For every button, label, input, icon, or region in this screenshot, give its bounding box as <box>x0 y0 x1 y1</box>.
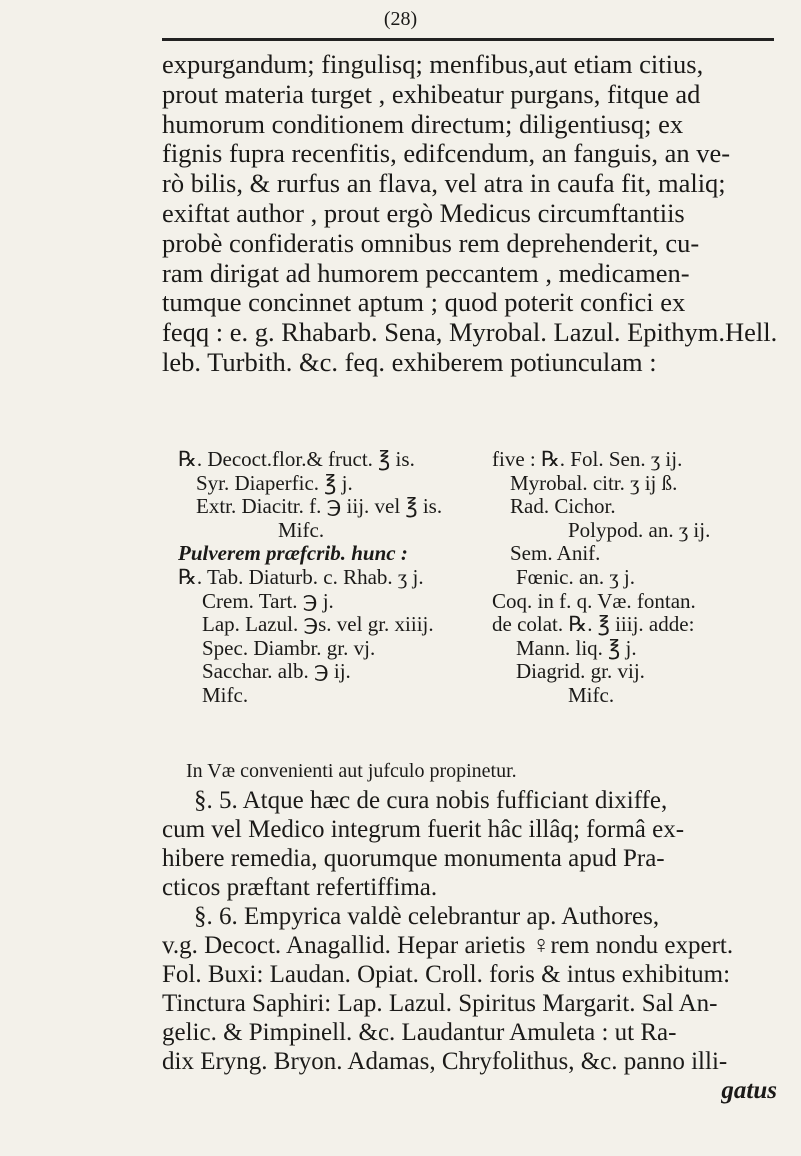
text-line: probè confideratis omnibus rem deprehenderit, cu- <box>162 228 700 258</box>
recipe-line: Polypod. an. ʒ ij. <box>568 518 711 542</box>
text-line: §. 5. Atque hæc de cura nobis fufficiant dixiffe, <box>194 787 668 814</box>
text-line: cticos præftant refertiffima. <box>162 874 438 901</box>
text-line: cum vel Medico integrum fuerit hâc illâq; formâ ex- <box>162 816 685 843</box>
recipe-line: Lap. Lazul. ℈s. vel gr. xiiij. <box>202 613 434 637</box>
recipe-line: ℞. Decoct.flor.& fruct. ℥ is. <box>178 448 415 471</box>
recipe-line: Myrobal. citr. ʒ ij ß. <box>510 471 678 495</box>
recipe-line: Crem. Tart. ℈ j. <box>202 589 334 613</box>
text-line: §. 6. Empyrica valdè celebrantur ap. Authores, <box>194 903 660 930</box>
text-line: dix Eryng. Bryon. Adamas, Chryfolithus, &c. panno illi- <box>162 1048 728 1075</box>
text-line: hibere remedia, quorumque monumenta apud Pra- <box>162 845 665 872</box>
recipe-left-column <box>178 448 488 708</box>
recipe-line: Mifc. <box>278 518 325 542</box>
main-paragraph <box>162 50 777 378</box>
recipe-line: Sem. Anif. <box>510 542 601 566</box>
recipe-closing-line: In Væ convenienti aut jufculo propinetur. <box>186 760 517 782</box>
text-line: gelic. & Pimpinell. &c. Laudantur Amuleta : ut Ra- <box>162 1019 677 1046</box>
text-line: feqq : e. g. Rhabarb. Sena, Myrobal. Lazul. Epithym.Hell. <box>162 318 777 348</box>
recipe-line: Fœnic. an. ʒ j. <box>516 565 635 589</box>
recipe-line: Mann. liq. ℥ j. <box>516 636 637 660</box>
text-line: Tinctura Saphiri: Lap. Lazul. Spiritus Margarit. Sal An- <box>162 990 718 1017</box>
recipe-line: Mifc. <box>202 683 249 707</box>
recipe-line: Diagrid. gr. vij. <box>516 660 645 684</box>
recipe-line: five : ℞. Fol. Sen. ʒ ij. <box>492 448 683 471</box>
text-line: rò bilis, & rurfus an flava, vel atra in caufa fit, maliq; <box>162 169 726 199</box>
text-line: humorum conditionem directum; diligentiusq; ex <box>162 109 684 139</box>
sections-5-6 <box>162 757 777 1105</box>
page-number: (28) <box>383 8 418 30</box>
recipe-right-column <box>492 448 778 708</box>
header-rule <box>162 38 774 41</box>
text-line: fignis fupra recenfitis, edifcendum, an fanguis, an ve- <box>162 139 731 169</box>
text-line: ram dirigat ad humorem peccantem , medicamen- <box>162 258 690 288</box>
catchword: gatus <box>721 1077 777 1104</box>
text-line: v.g. Decoct. Anagallid. Hepar arietis ♀rem nondu expert. <box>162 932 734 959</box>
text-line: leb. Turbith. &c. feq. exhiberem potiunculam : <box>162 347 657 377</box>
recipe-line: Pulverem præfcrib. hunc : <box>178 542 408 566</box>
recipe-line: Sacchar. alb. ℈ ij. <box>202 660 351 684</box>
recipe-line: Syr. Diaperfic. ℥ j. <box>196 471 353 495</box>
text-line: tumque concinnet aptum ; quod poterit confici ex <box>162 288 686 318</box>
recipe-line: ℞. Tab. Diaturb. c. Rhab. ʒ j. <box>178 565 424 589</box>
recipe-line: Extr. Diacitr. f. ℈ iij. vel ℥ is. <box>196 495 443 519</box>
text-line: expurgandum; fingulisq; menfibus,aut etiam citius, <box>162 50 704 79</box>
recipe-line: Spec. Diambr. gr. vj. <box>202 636 376 660</box>
text-line: exiftat author , prout ergò Medicus circumftantiis <box>162 198 685 228</box>
recipe-line: Mifc. <box>568 683 615 707</box>
text-line: prout materia turget , exhibeatur purgans, fitque ad <box>162 79 701 109</box>
recipe-line: Coq. in f. q. Væ. fontan. <box>492 589 696 613</box>
text-line: Fol. Buxi: Laudan. Opiat. Croll. foris & intus exhibitum: <box>162 961 731 988</box>
recipe-line: de colat. ℞. ℥ iiij. adde: <box>492 613 695 637</box>
recipe-line: Rad. Cichor. <box>510 495 616 519</box>
